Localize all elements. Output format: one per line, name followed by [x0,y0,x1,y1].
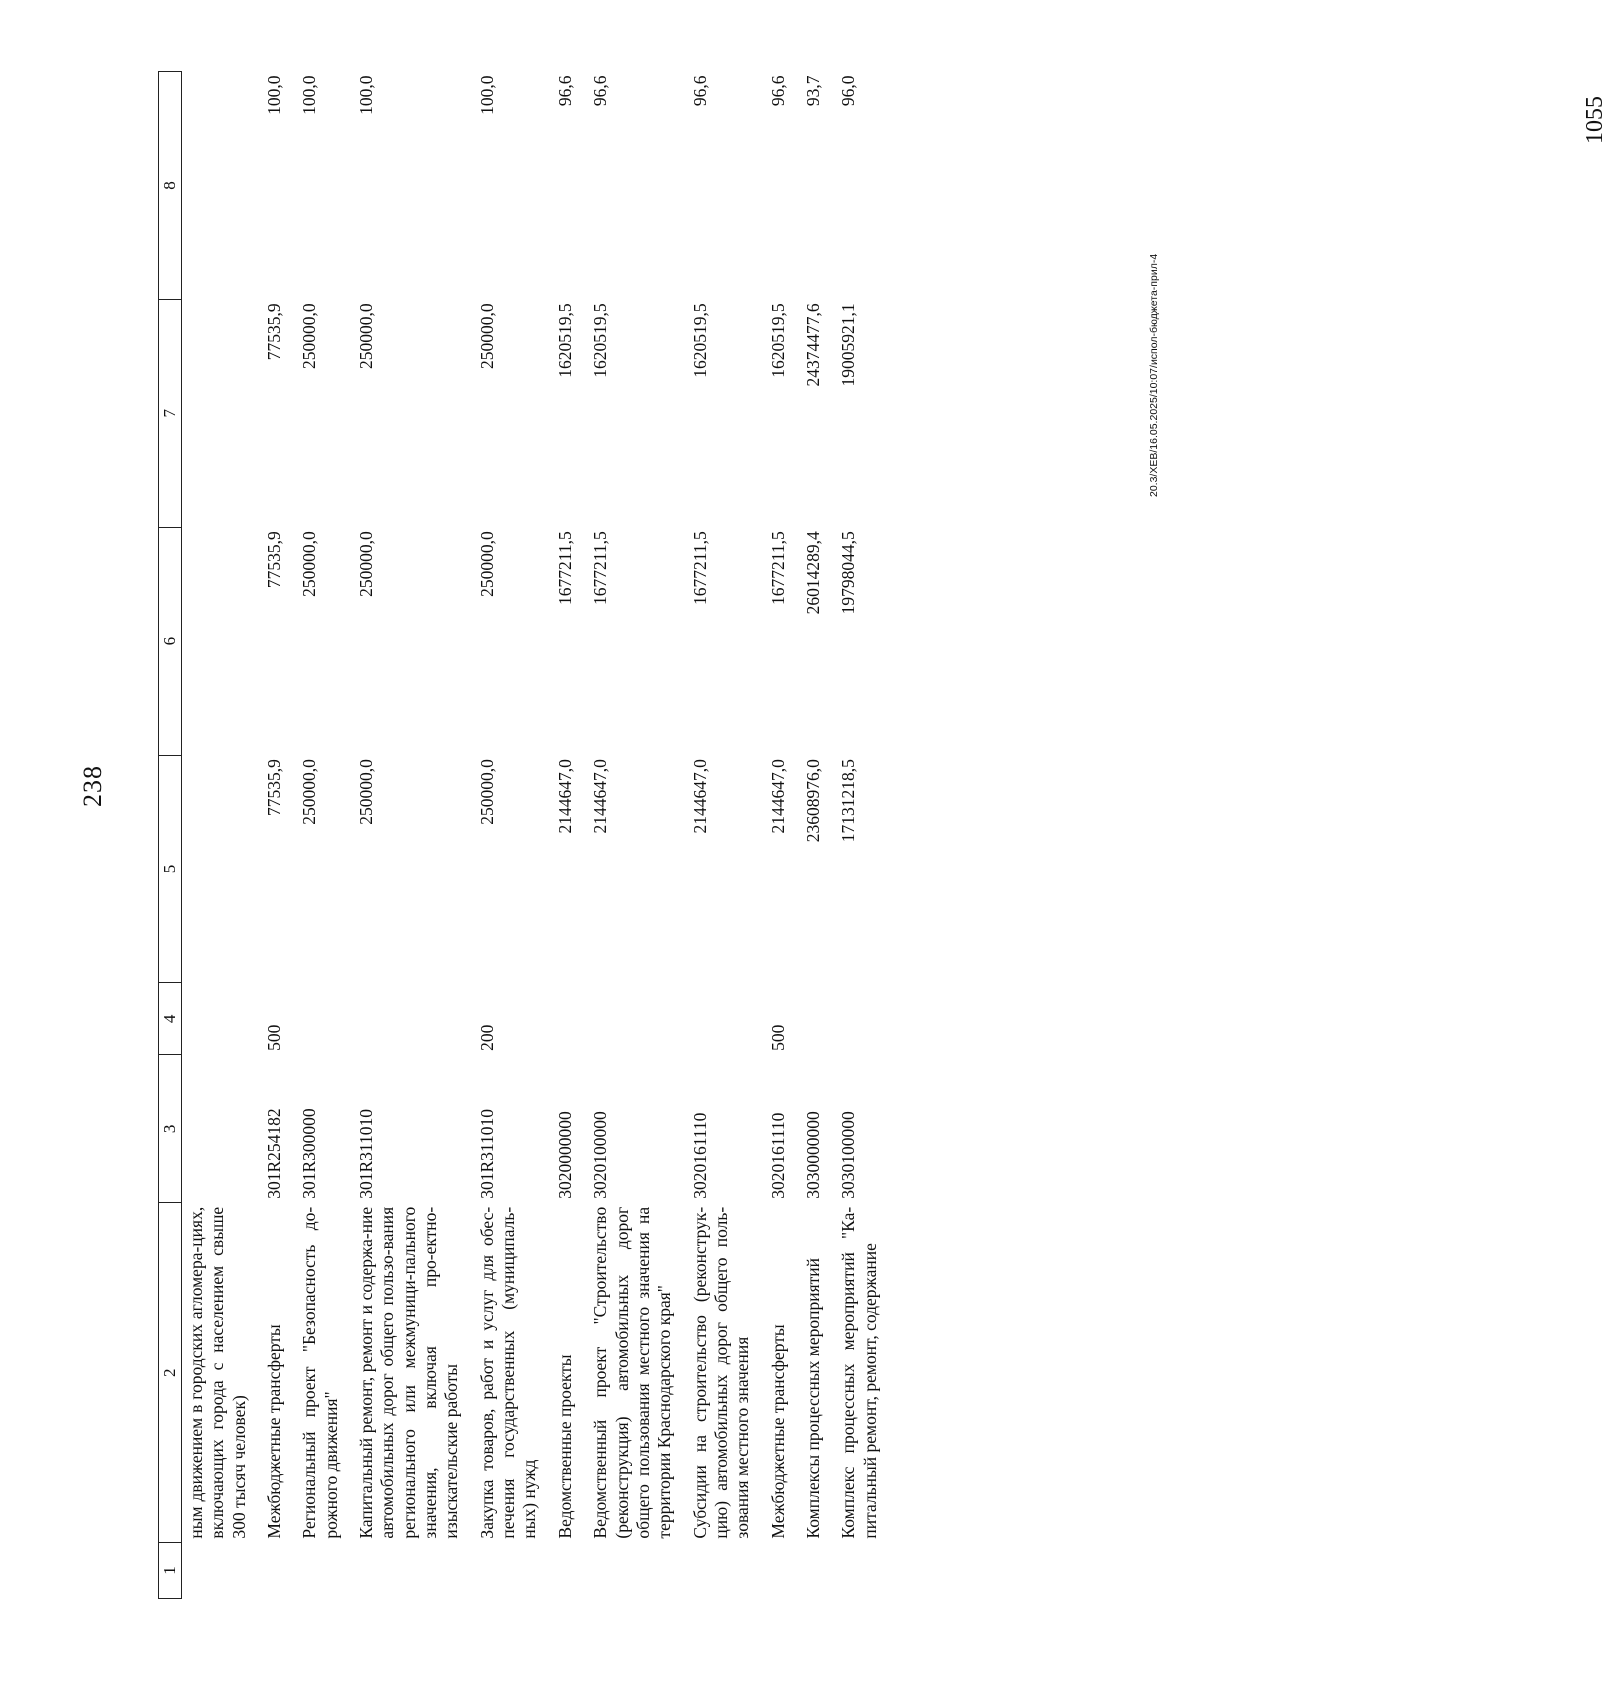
value-col6: 1677211,5 [590,531,611,605]
expense-type [182,983,261,1055]
value-col7 [182,299,261,527]
value-col8 [182,72,261,300]
value-col8: 100,0 [299,75,320,115]
value-col7: 1620519,5 [689,303,710,378]
value-col5: 2144647,0 [590,759,611,834]
value-col6: 250000,0 [476,531,497,597]
value-col8: 96,6 [554,75,575,107]
value-col7: 1620519,5 [767,303,788,378]
row-name: ным движением в городских агломера-циях, включающих города с населением свыше 300 тысяч человек) [186,1206,249,1539]
value-col6: 1677211,5 [767,531,788,605]
value-col7: 250000,0 [356,303,377,369]
header-cell: 4 [159,983,182,1055]
target-code: 301R300000 [299,1108,320,1199]
expense-type [295,983,352,1055]
header-row [159,72,182,1599]
target-code: 3020161110 [767,1112,788,1199]
expense-type: 500 [264,1024,285,1051]
header-cell: 8 [159,72,182,300]
value-col6: 77535,9 [264,531,285,589]
value-col5: 250000,0 [356,759,377,825]
value-col5: 2144647,0 [767,759,788,834]
table-row [764,72,799,1599]
page-number: 238 [78,765,107,807]
header-cell: 7 [159,299,182,527]
value-col7: 24374477,6 [802,303,823,387]
value-col6 [182,527,261,755]
target-code: 3020161110 [689,1112,710,1199]
value-col6: 1677211,5 [554,531,575,605]
table-row [586,72,685,1599]
row-name: Ведомственные проекты [554,1354,575,1539]
value-col8: 100,0 [476,75,497,115]
table-row [551,72,586,1599]
expense-type [686,983,764,1055]
value-col8: 96,6 [689,75,710,107]
value-col5: 250000,0 [299,759,320,825]
row-name: Межбюджетные трансферты [767,1324,788,1539]
value-col6: 26014289,4 [802,531,823,615]
header-cell: 2 [159,1203,182,1543]
value-col5: 250000,0 [476,759,497,825]
expense-type [551,983,586,1055]
table-row [295,72,352,1599]
row-name: Субсидии на строительство (реконструк-цию) автомобильных дорог общего поль-зования местного значения [689,1206,753,1539]
table-row [182,72,261,1599]
value-col6: 250000,0 [299,531,320,597]
value-col7: 1620519,5 [554,303,575,378]
value-col6: 1677211,5 [689,531,710,605]
value-col8: 93,7 [802,75,823,107]
value-col7: 250000,0 [476,303,497,369]
table-row [352,72,473,1599]
header-cell: 3 [159,1055,182,1203]
row-name: Региональный проект "Безопасность до-рожного движения" [299,1206,341,1539]
value-col8: 96,0 [838,75,859,107]
expense-type [352,983,473,1055]
value-col7: 19005921,1 [838,303,859,387]
target-code: 301R254182 [264,1108,285,1199]
expense-type: 200 [476,1024,497,1051]
value-col5: 17131218,5 [838,759,859,843]
target-code: 301R311010 [356,1109,377,1199]
table-row [686,72,764,1599]
expense-type [799,983,834,1055]
target-code [182,1055,261,1203]
row-name: Межбюджетные трансферты [264,1324,285,1539]
value-col5: 23608976,0 [802,759,823,843]
footer-code: 20.3/ХЕВ/16.05.2025/10:07/испол-бюджета-прил-4 [1148,253,1160,497]
expense-type: 500 [767,1024,788,1051]
budget-table [158,71,891,1599]
value-col7: 1620519,5 [590,303,611,378]
header-cell: 5 [159,755,182,983]
target-code: 3020000000 [554,1111,575,1199]
value-col7: 250000,0 [299,303,320,369]
target-code: 3030100000 [838,1111,859,1199]
expense-type [834,983,891,1055]
sheet-number: 1055 [1582,96,1608,144]
table-row [260,72,295,1599]
table-row [834,72,891,1599]
value-col6: 19798044,5 [838,531,859,615]
target-code: 3020100000 [590,1111,611,1199]
table-row [799,72,834,1599]
row-name: Комплекс процессных мероприятий "Ка-питальный ремонт, ремонт, содержание [838,1206,880,1539]
value-col5 [182,755,261,983]
value-col5: 77535,9 [264,759,285,816]
value-col7: 77535,9 [264,303,285,361]
row-name: Комплексы процессных мероприятий [802,1257,823,1539]
value-col6: 250000,0 [356,531,377,597]
target-code: 3030000000 [802,1111,823,1199]
header-cell: 6 [159,527,182,755]
row-name: Капитальный ремонт, ремонт и содержа-ние автомобильных дорог общего пользо-вания регионального или межмуници-пального значения, включая про-ектно-изыскательские работы [356,1206,462,1539]
value-col5: 2144647,0 [689,759,710,834]
table-row [473,72,551,1599]
row-name: Закупка товаров, работ и услуг для обес-печения государственных (муниципаль-ных) нужд [476,1206,540,1539]
target-code: 301R311010 [476,1109,497,1199]
value-col5: 2144647,0 [554,759,575,834]
value-col8: 100,0 [356,75,377,115]
value-col8: 96,6 [767,75,788,107]
row-name: Ведомственный проект "Строительство (реконструкция) автомобильных дорог общего пользования местного значения на территории Краснодарского края" [590,1206,675,1539]
value-col8: 100,0 [264,75,285,115]
header-cell: 1 [159,1543,182,1599]
expense-type [586,983,685,1055]
value-col8: 96,6 [590,75,611,107]
